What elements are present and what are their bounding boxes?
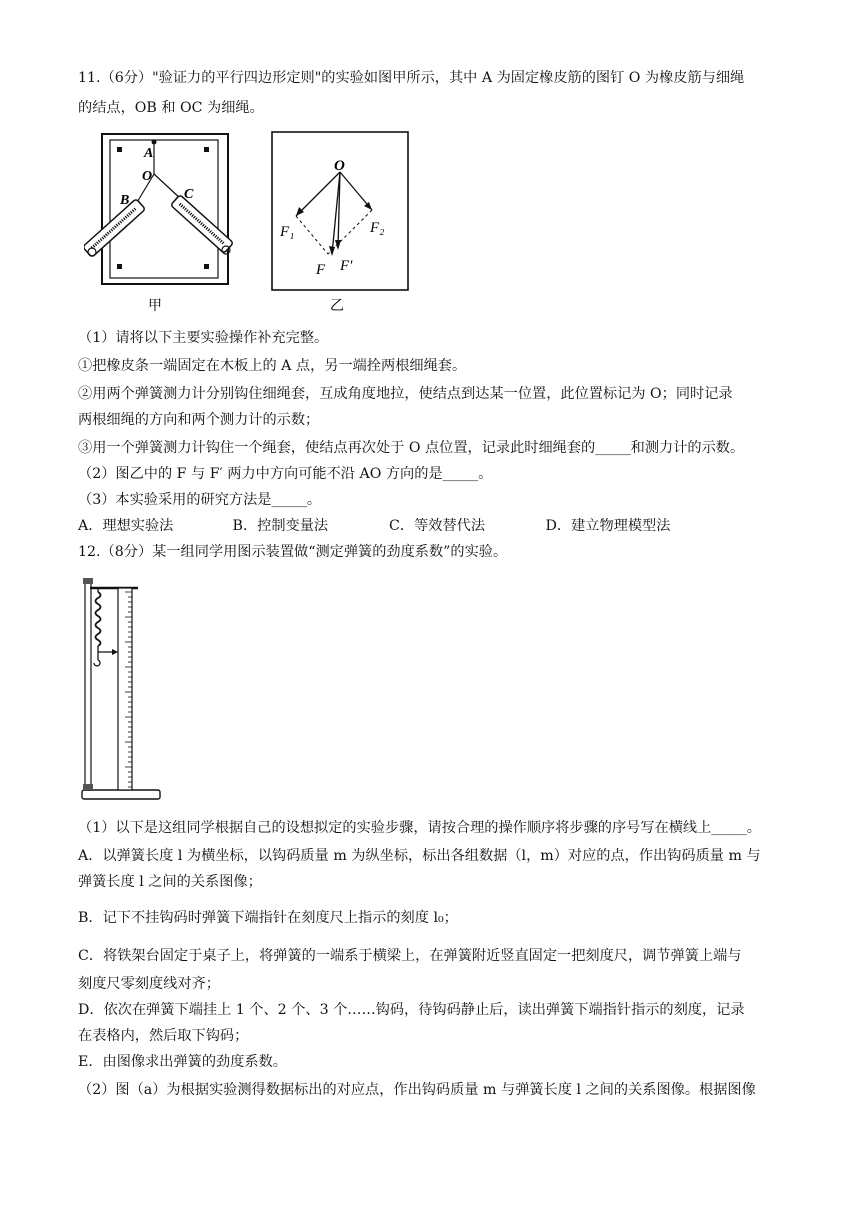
q12-step-c1: C．将铁架台固定于桌子上，将弹簧的一端系于横梁上，在弹簧附近竖直固定一把刻度尺，调节弹簧上端与 (78, 948, 742, 964)
label-b: B (120, 193, 130, 208)
label-c: C (184, 187, 194, 202)
caption-jia: 甲 (148, 298, 162, 314)
q12-step-d2: 在表格内，然后取下钩码； (78, 1028, 249, 1044)
q11-step2-b: 两根细绳的方向和两个测力计的示数； (78, 412, 320, 428)
option-b: B．控制变量法 (232, 518, 329, 534)
q11-part3: （3）本实验采用的研究方法是_____。 (78, 492, 322, 508)
ruler (118, 588, 132, 790)
q11-line-2: 的结点，OB 和 OC 为细绳。 (78, 100, 264, 116)
q11-part2: （2）图乙中的 F 与 F′ 两力中方向可能不沿 AO 方向的是_____。 (78, 466, 493, 482)
stand-rod (85, 580, 91, 790)
q12-part1: （1）以下是这组同学根据自己的设想拟定的实验步骤，请按合理的操作顺序将步骤的序号写在横线上_____。 (78, 820, 761, 836)
label-f-prime: F′ (340, 258, 353, 274)
option-d: D．建立物理模型法 (545, 518, 671, 534)
q12-step-b: B．记下不挂钩码时弹簧下端指针在刻度尺上指示的刻度 l₀； (78, 910, 458, 926)
spring-scale-right (171, 195, 234, 254)
label-o-yi: O (334, 158, 345, 174)
q12-step-d1: D．依次在弹簧下端挂上 1 个、2 个、3 个……钩码，待钩码静止后，读出弹簧下端指针指示的刻度，记录 (78, 1002, 745, 1018)
figure-yi (268, 128, 418, 318)
label-a: A (144, 146, 154, 161)
stand-base (82, 790, 160, 799)
q11-part1: （1）请将以下主要实验操作补充完整。 (78, 330, 329, 346)
label-f2: F₂ (370, 220, 385, 236)
option-a: A．理想实验法 (78, 518, 174, 534)
label-f: F (316, 262, 326, 278)
label-o: O (142, 169, 153, 184)
board-outer (102, 134, 228, 284)
option-c: C．等效替代法 (389, 518, 486, 534)
q12-step-c2: 刻度尺零刻度线对齐； (78, 976, 220, 992)
q12-part2: （2）图（a）为根据实验测得数据标出的对应点，作出钩码质量 m 与弹簧长度 l 之间的关系图像。根据图像 (78, 1082, 756, 1098)
q12-step-a1: A．以弹簧长度 l 为横坐标，以钩码质量 m 为纵坐标，标出各组数据（l，m）对应的点，作出钩码质量 m 与 (78, 848, 761, 864)
q11-step1: ①把橡皮条一端固定在木板上的 A 点，另一端拴两根细绳套。 (78, 358, 467, 374)
spring-coil (96, 592, 101, 646)
q12-step-e: E．由图像求出弹簧的劲度系数。 (78, 1054, 287, 1070)
figure-jia (84, 128, 244, 318)
q11-step2-a: ②用两个弹簧测力计分别钩住细绳套，互成角度地拉，使结点到达某一位置，此位置标记为 O；同时记录 (78, 386, 733, 402)
q11-options (78, 516, 670, 536)
hook (94, 660, 100, 666)
figure-spring-apparatus (78, 572, 168, 806)
label-f1: F₁ (280, 224, 295, 240)
q11-step3: ③用一个弹簧测力计钩住一个绳套，使结点再次处于 O 点位置，记录此时细绳套的_____和测力计的示数。 (78, 440, 745, 456)
q11-line-1: 11.（6分）"验证力的平行四边形定则"的实验如图甲所示，其中 A 为固定橡皮筋的图钉 O 为橡皮筋与细绳 (78, 70, 745, 86)
q12-heading: 12.（8分）某一组同学用图示装置做“测定弹簧的劲度系数”的实验。 (78, 544, 508, 560)
caption-yi: 乙 (330, 298, 344, 314)
q12-step-a2: 弹簧长度 l 之间的关系图像； (78, 874, 262, 890)
